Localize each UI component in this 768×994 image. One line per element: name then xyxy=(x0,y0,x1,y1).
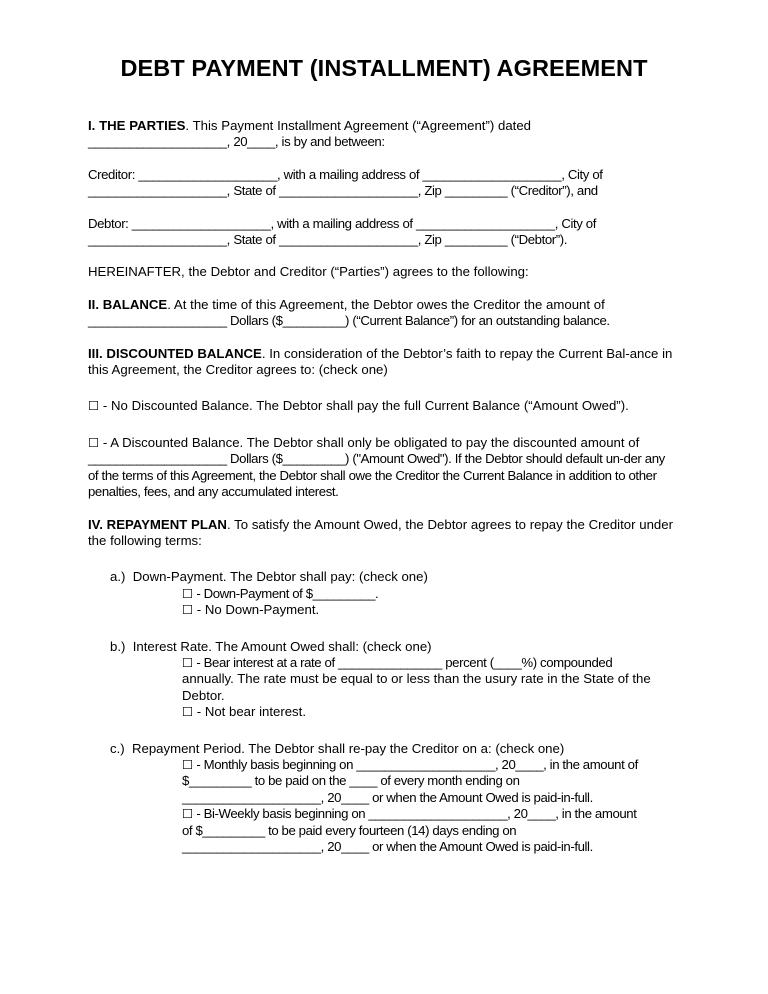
option-not-bear-interest-label: - Not bear interest. xyxy=(193,704,306,720)
section-repayment-heading: IV. REPAYMENT PLAN xyxy=(88,516,227,532)
section-discounted-heading: III. DISCOUNTED BALANCE xyxy=(88,345,262,361)
section-repayment-intro xyxy=(88,517,673,550)
option-biweekly-basis-line3: ____________________, 20____ or when the Amount Owed is paid-in-full. xyxy=(182,839,593,854)
checkbox-icon[interactable]: ☐ xyxy=(88,398,100,414)
section-discounted-intro xyxy=(88,346,673,379)
spacer xyxy=(88,200,673,216)
list-item-interest-rate xyxy=(110,639,673,655)
option-monthly-basis-line2: $_________ to be paid on the ____ of every month ending on xyxy=(182,773,520,789)
spacer xyxy=(88,415,673,435)
spacer xyxy=(88,619,673,639)
option-biweekly-basis[interactable] xyxy=(182,806,673,822)
spacer xyxy=(88,721,673,741)
option-bear-interest-detail: annually. The rate must be equal to or less than the usury rate in the State of the Debtor. xyxy=(182,671,651,703)
checkbox-icon[interactable]: ☐ xyxy=(182,806,194,822)
list-item-down-payment-label: a.) xyxy=(110,569,126,585)
option-no-discounted-balance-label: - No Discounted Balance. The Debtor shall pay the full Current Balance (“Amount Owed”). xyxy=(99,398,629,414)
checkbox-icon[interactable]: ☐ xyxy=(182,654,194,670)
list-item-repayment-period-label: c.) xyxy=(110,740,125,756)
spacer xyxy=(88,330,673,346)
checkbox-icon[interactable]: ☐ xyxy=(88,434,100,450)
hereinafter-clause: HEREINAFTER, the Debtor and Creditor (“Parties”) agrees to the following: xyxy=(88,264,529,280)
list-item-down-payment xyxy=(110,569,673,585)
section-balance-text: . At the time of this Agreement, the Debtor owes the Creditor the amount of xyxy=(167,296,605,312)
option-no-down-payment-label: - No Down-Payment. xyxy=(193,602,320,618)
option-biweekly-basis-line2: of $_________ to be paid every fourteen (14) days ending on xyxy=(182,822,517,838)
spacer xyxy=(88,281,673,297)
spacer xyxy=(88,151,673,167)
section-parties-heading: I. THE PARTIES xyxy=(88,118,186,133)
section-balance-intro xyxy=(88,297,673,313)
checkbox-icon[interactable]: ☐ xyxy=(182,704,194,720)
option-bear-interest[interactable] xyxy=(182,655,673,671)
spacer xyxy=(88,248,673,264)
document-body xyxy=(88,118,673,855)
checkbox-icon[interactable]: ☐ xyxy=(182,756,194,772)
list-item-interest-rate-text: Interest Rate. The Amount Owed shall: (check one) xyxy=(132,638,432,654)
section-parties-date-line: ____________________, 20____, is by and between: xyxy=(88,134,385,150)
creditor-line-2: ____________________, State of ____________________, Zip _________ (“Creditor”), and xyxy=(88,183,598,199)
option-no-down-payment[interactable] xyxy=(182,602,673,618)
section-balance-heading: II. BALANCE xyxy=(88,296,168,312)
section-repayment-text: . To satisfy the Amount Owed, the Debtor agrees to repay the Creditor under the following terms: xyxy=(88,516,673,548)
section-parties-intro-text: . This Payment Installment Agreement (“Agreement”) dated xyxy=(185,118,531,133)
option-a-discounted-balance-label: - A Discounted Balance. The Debtor shall only be obligated to pay the discounted amount of xyxy=(99,434,640,450)
list-item-repayment-period-text: Repayment Period. The Debtor shall re-pay the Creditor on a: (check one) xyxy=(131,740,565,756)
section-discounted-text: . In consideration of the Debtor’s faith to repay the Current Bal-ance in this Agreement, the Creditor agrees to: (check one) xyxy=(88,345,673,378)
spacer xyxy=(88,378,673,398)
debtor-line-1: Debtor: ____________________, with a mailing address of ____________________, City of xyxy=(88,215,597,231)
option-a-discounted-balance[interactable] xyxy=(88,435,673,451)
list-item-interest-rate-label: b.) xyxy=(110,638,126,654)
spacer xyxy=(88,501,673,517)
option-not-bear-interest[interactable] xyxy=(182,704,673,720)
option-monthly-basis[interactable] xyxy=(182,757,673,773)
list-item-down-payment-text: Down-Payment. The Debtor shall pay: (check one) xyxy=(132,569,428,585)
option-no-discounted-balance[interactable] xyxy=(88,398,673,414)
section-parties-intro xyxy=(88,118,673,134)
option-bear-interest-label: - Bear interest at a rate of _______________ percent (____%) compounded xyxy=(193,654,613,670)
option-monthly-basis-line3: ____________________, 20____ or when the Amount Owed is paid-in-full. xyxy=(182,789,593,805)
option-a-discounted-balance-detail: ____________________ Dollars ($_________) ("Amount Owed"). If the Debtor should default un-der any of the terms of this Agreement, the Debtor shall owe the Creditor the Current Balance in addition to other penalties, fees, and any accumulated interest. xyxy=(88,451,665,500)
spacer xyxy=(88,549,673,569)
page-title: DEBT PAYMENT (INSTALLMENT) AGREEMENT xyxy=(120,55,648,81)
list-item-repayment-period xyxy=(110,741,673,757)
option-down-payment-amount[interactable] xyxy=(182,586,673,602)
option-monthly-basis-label: - Monthly basis beginning on ____________________, 20____, in the amount of xyxy=(193,756,638,772)
option-down-payment-amount-label: - Down-Payment of $_________. xyxy=(193,585,379,601)
debtor-line-2: ____________________, State of ____________________, Zip _________ (“Debtor”). xyxy=(88,232,568,248)
option-biweekly-basis-label: - Bi-Weekly basis beginning on ____________________, 20____, in the amount xyxy=(193,806,637,822)
checkbox-icon[interactable]: ☐ xyxy=(182,602,194,618)
checkbox-icon[interactable]: ☐ xyxy=(182,585,194,601)
section-balance-amount-line: ____________________ Dollars ($_________) (“Current Balance”) for an outstanding balance. xyxy=(88,313,610,329)
creditor-line-1: Creditor: ____________________, with a mailing address of ____________________, City of xyxy=(88,166,603,182)
